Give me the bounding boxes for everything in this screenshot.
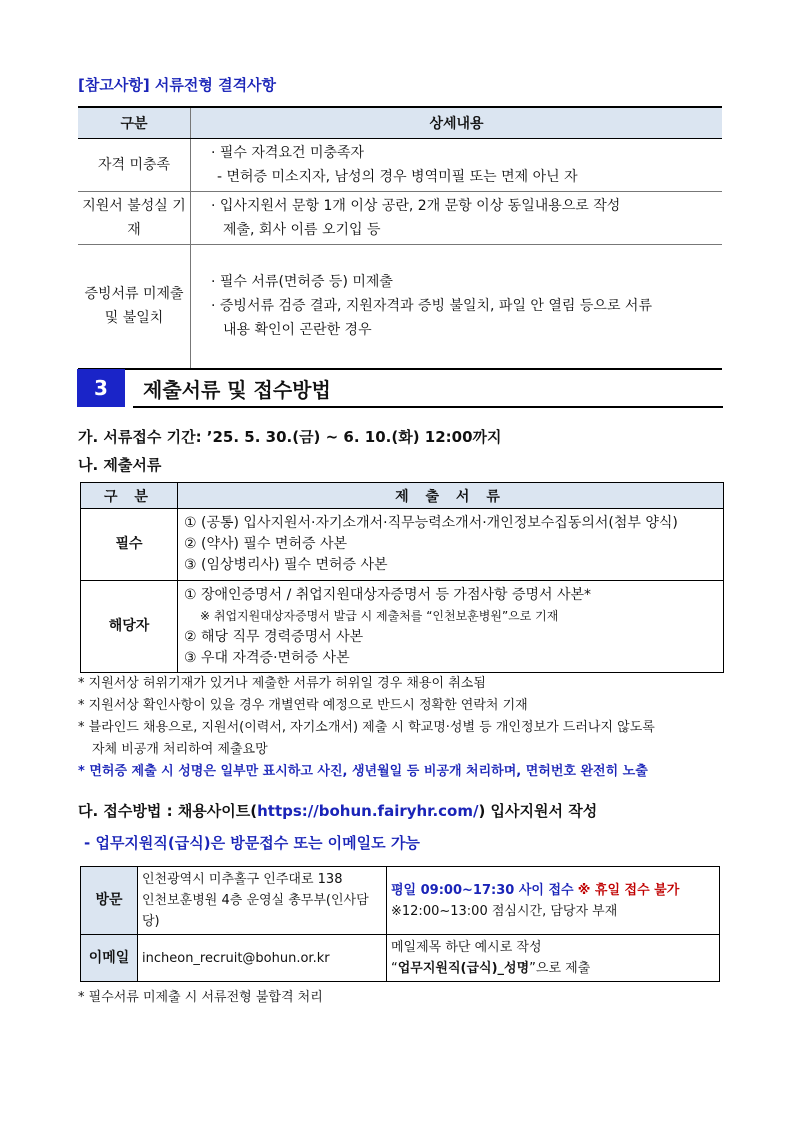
table-row <box>78 139 722 192</box>
quote-mark: “ <box>391 961 398 976</box>
note-item: 자체 비공개 처리하여 제출요망 <box>92 742 268 757</box>
row-detail <box>191 245 723 369</box>
note-item-highlight: * 면허증 제출 시 성명은 일부만 표시하고 사진, 생년월일 등 비공개 처리하며, 면허번호 완전히 노출 <box>78 764 648 779</box>
note-item: * 블라인드 채용으로, 지원서(이력서, 자기소개서) 제출 시 학교명·성별 등 개인정보가 드러나지 않도록 <box>78 720 655 735</box>
email-line: 메일제목 하단 예시로 작성 <box>391 940 542 955</box>
address-line: 인천보훈병원 4층 운영실 총무부(인사담당) <box>142 893 369 929</box>
row-category: 해당자 <box>81 581 178 673</box>
reference-title: [참고사항] 서류전형 결격사항 <box>78 76 277 94</box>
lunch-text: ※12:00~13:00 점심시간, 담당자 부재 <box>391 903 618 919</box>
table-header-row <box>78 107 722 139</box>
method-sub: - 업무지원직(급식)은 방문접수 또는 이메일도 가능 <box>84 834 420 852</box>
row-category: 지원서 불성실 기재 <box>78 192 191 245</box>
email-instructions <box>387 935 720 982</box>
column-header: 구 분 <box>81 483 178 509</box>
detail-line: · 입사지원서 문항 1개 이상 공란, 2개 문항 이상 동일내용으로 작성 <box>211 198 621 214</box>
disqualification-table <box>78 106 722 370</box>
row-detail <box>178 581 724 673</box>
recruit-site-link[interactable]: https://bohun.fairyhr.com/ <box>257 802 479 820</box>
table-row <box>81 581 724 673</box>
row-category: 필수 <box>81 509 178 581</box>
row-detail <box>178 509 724 581</box>
row-category: 이메일 <box>81 935 138 982</box>
email-subject-example: 업무지원직(급식)_성명 <box>397 961 530 976</box>
table-row <box>81 935 720 982</box>
section-number: 3 <box>77 369 125 407</box>
row-category: 증빙서류 미제출 및 불일치 <box>78 245 191 369</box>
method-prefix: 다. 접수방법 : 채용사이트( <box>78 802 258 820</box>
list-note: ※ 취업지원대상자증명서 발급 시 제출처를 “인천보훈병원”으로 기재 <box>200 608 559 623</box>
detail-line: · 필수 서류(면허증 등) 미제출 <box>211 274 393 291</box>
hours-text: 평일 09:00~17:30 사이 접수 <box>391 882 574 898</box>
notes-list <box>78 673 738 783</box>
note-item: * 지원서상 허위기재가 있거나 제출한 서류가 허위일 경우 채용이 취소됨 <box>78 676 486 691</box>
detail-line: · 필수 자격요건 미충족자 <box>211 145 365 161</box>
row-detail <box>191 139 723 192</box>
column-header: 상세내용 <box>191 107 723 139</box>
section-title: 제출서류 및 접수방법 <box>143 378 331 402</box>
documents-label: 나. 제출서류 <box>78 456 162 474</box>
table-header-row <box>81 483 724 509</box>
list-item: ② 해당 직무 경력증명서 사본 <box>184 628 364 645</box>
email-line-suffix: ”으로 제출 <box>529 961 591 976</box>
list-item: ② (약사) 필수 면허증 사본 <box>184 536 347 552</box>
note-item: * 지원서상 확인사항이 있을 경우 개별연락 예정으로 반드시 정확한 연락처 기재 <box>78 698 528 713</box>
email-address[interactable]: incheon_recruit@bohun.or.kr <box>138 935 387 982</box>
table-row <box>81 509 724 581</box>
footnote: * 필수서류 미제출 시 서류전형 불합격 처리 <box>78 990 323 1005</box>
detail-line: 내용 확인이 곤란한 경우 <box>223 322 372 339</box>
column-header: 구분 <box>78 107 191 139</box>
contact-table <box>80 866 720 982</box>
visit-address <box>138 867 387 935</box>
row-category: 자격 미충족 <box>78 139 191 192</box>
submission-method <box>78 800 597 821</box>
row-category: 방문 <box>81 867 138 935</box>
table-row <box>78 245 722 369</box>
method-suffix: ) 입사지원서 작성 <box>478 802 598 820</box>
table-row <box>81 867 720 935</box>
column-header: 제 출 서 류 <box>178 483 724 509</box>
detail-line: - 면허증 미소지자, 남성의 경우 병역미필 또는 면제 아닌 자 <box>217 169 578 185</box>
documents-table <box>80 482 724 673</box>
application-period: 가. 서류접수 기간: ’25. 5. 30.(금) ~ 6. 10.(화) 12:00까지 <box>78 428 502 446</box>
list-item: ③ 우대 자격증·면허증 사본 <box>184 649 350 666</box>
section-underline <box>133 406 723 408</box>
list-item: ① (공통) 입사지원서·자기소개서·직무능력소개서·개인정보수집동의서(첨부 양식) <box>184 515 678 531</box>
row-detail <box>191 192 723 245</box>
list-item: ③ (임상병리사) 필수 면허증 사본 <box>184 557 388 573</box>
address-line: 인천광역시 미추홀구 인주대로 138 <box>142 872 343 887</box>
detail-line: · 증빙서류 검증 결과, 지원자격과 증빙 불일치, 파일 안 열림 등으로 서류 <box>211 298 652 315</box>
table-row <box>78 192 722 245</box>
list-item: ① 장애인증명서 / 취업지원대상자증명서 등 가점사항 증명서 사본* <box>184 586 592 603</box>
detail-line: 제출, 회사 이름 오기입 등 <box>223 222 381 238</box>
holiday-text: ※ 휴일 접수 불가 <box>577 882 680 898</box>
visit-hours <box>387 867 720 935</box>
